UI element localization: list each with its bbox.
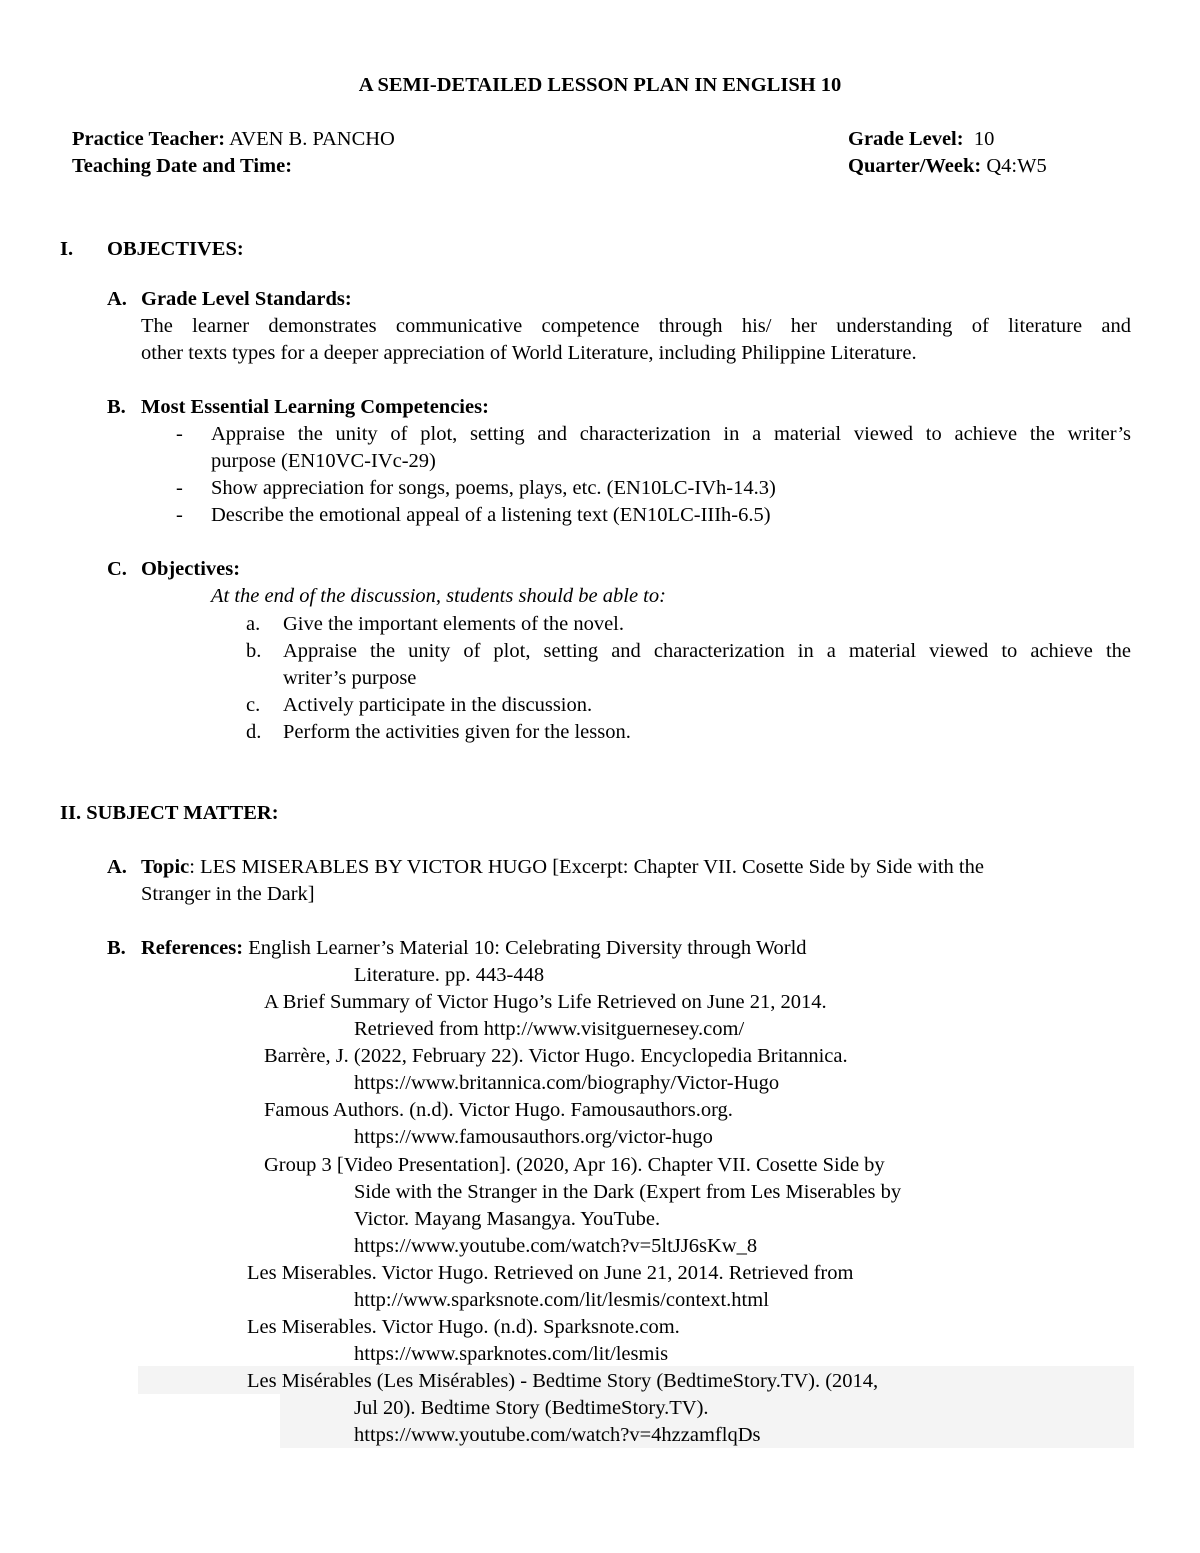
reference-entry-continued: https://www.britannica.com/biography/Victor-Hugo: [354, 1072, 780, 1094]
document-title: A SEMI-DETAILED LESSON PLAN IN ENGLISH 10: [358, 74, 842, 96]
competency-item: Show appreciation for songs, poems, plays, etc. (EN10LC-IVh-14.3): [211, 477, 776, 499]
objective-letter: c.: [246, 694, 261, 716]
reference-entry: English Learner’s Material 10: Celebrating Diversity through World: [243, 937, 807, 959]
reference-entry-continued: Literature. pp. 443-448: [354, 964, 545, 986]
practice-teacher-value: AVEN B. PANCHO: [225, 128, 395, 150]
competency-item-continued: purpose (EN10VC-IVc-29): [211, 450, 436, 472]
topic-label: Topic: [141, 856, 190, 878]
reference-entry-continued: http://www.sparksnote.com/lit/lesmis/context.html: [354, 1289, 769, 1311]
competency-item: Describe the emotional appeal of a listening text (EN10LC-IIIh-6.5): [211, 504, 771, 526]
reference-entry-continued: https://www.youtube.com/watch?v=5ltJJ6sKw_8: [354, 1235, 758, 1257]
subsection-c-letter: C.: [107, 558, 127, 580]
references-label: References:: [141, 937, 244, 959]
objective-item: Actively participate in the discussion.: [283, 694, 593, 716]
quarter-week-label: Quarter/Week:: [848, 155, 982, 177]
reference-entry: Group 3 [Video Presentation]. (2020, Apr 16). Chapter VII. Cosette Side by: [264, 1154, 885, 1176]
topic-text-continued: Stranger in the Dark]: [141, 883, 315, 905]
reference-entry-continued: Side with the Stranger in the Dark (Expert from Les Miserables by: [354, 1181, 902, 1203]
objectives-intro: At the end of the discussion, students should be able to:: [211, 585, 666, 607]
competency-item: Appraise the unity of plot, setting and characterization in a material viewed to achieve the writer’s: [211, 423, 1131, 445]
grade-level-standards-heading: Grade Level Standards:: [141, 288, 352, 310]
quarter-week-value: Q4:W5: [981, 155, 1047, 177]
list-bullet-dash: -: [176, 477, 183, 499]
section-1-heading: OBJECTIVES:: [107, 238, 244, 260]
standards-text-line-1: The learner demonstrates communicative competence through his/ her understanding of literature and: [141, 315, 1131, 337]
reference-entry: Barrère, J. (2022, February 22). Victor Hugo. Encyclopedia Britannica.: [264, 1045, 848, 1067]
list-bullet-dash: -: [176, 504, 183, 526]
topic-line: [141, 854, 984, 881]
objective-letter: d.: [246, 721, 262, 743]
objective-item: Give the important elements of the novel.: [283, 613, 625, 635]
list-bullet-dash: -: [176, 423, 183, 445]
reference-entry-continued: https://www.youtube.com/watch?v=4hzzamflqDs: [354, 1424, 761, 1446]
reference-entry-continued: Jul 20). Bedtime Story (BedtimeStory.TV).: [354, 1397, 709, 1419]
quarter-week-line: [848, 153, 1047, 180]
objective-item-continued: writer’s purpose: [283, 667, 417, 689]
section-1-numeral: I.: [60, 238, 74, 260]
references-line: [141, 935, 807, 962]
reference-entry: A Brief Summary of Victor Hugo’s Life Retrieved on June 21, 2014.: [264, 991, 827, 1013]
reference-entry: Les Miserables. Victor Hugo. (n.d). Sparksnote.com.: [247, 1316, 680, 1338]
reference-entry-continued: Retrieved from http://www.visitguernesey.com/: [354, 1018, 745, 1040]
grade-level-label: Grade Level:: [848, 128, 964, 150]
subsection-b-letter: B.: [107, 396, 126, 418]
topic-text: : LES MISERABLES BY VICTOR HUGO [Excerpt: Chapter VII. Cosette Side by Side with the: [189, 856, 984, 878]
subject-a-letter: A.: [107, 856, 127, 878]
grade-level-value: 10: [963, 128, 995, 150]
reference-entry: Les Misérables (Les Misérables) - Bedtime Story (BedtimeStory.TV). (2014,: [247, 1370, 879, 1392]
practice-teacher-line: [72, 126, 395, 153]
reference-entry: Famous Authors. (n.d). Victor Hugo. Famousauthors.org.: [264, 1099, 733, 1121]
melc-heading: Most Essential Learning Competencies:: [141, 396, 489, 418]
section-2-heading: II. SUBJECT MATTER:: [60, 802, 279, 824]
subsection-a-letter: A.: [107, 288, 127, 310]
objective-letter: a.: [246, 613, 261, 635]
objective-item: Appraise the unity of plot, setting and characterization in a material viewed to achieve the: [283, 640, 1131, 662]
subject-b-letter: B.: [107, 937, 126, 959]
objective-item: Perform the activities given for the lesson.: [283, 721, 631, 743]
reference-entry: Les Miserables. Victor Hugo. Retrieved on June 21, 2014. Retrieved from: [247, 1262, 854, 1284]
reference-entry-continued: Victor. Mayang Masangya. YouTube.: [354, 1208, 661, 1230]
reference-entry-continued: https://www.sparknotes.com/lit/lesmis: [354, 1343, 669, 1365]
objective-letter: b.: [246, 640, 262, 662]
standards-text-line-2: other texts types for a deeper appreciation of World Literature, including Philippine Literature.: [141, 342, 917, 364]
grade-level-line: [848, 126, 994, 153]
practice-teacher-label: Practice Teacher:: [72, 128, 226, 150]
reference-entry-continued: https://www.famousauthors.org/victor-hugo: [354, 1126, 713, 1148]
objectives-heading: Objectives:: [141, 558, 241, 580]
teaching-date-label: Teaching Date and Time:: [72, 155, 293, 177]
